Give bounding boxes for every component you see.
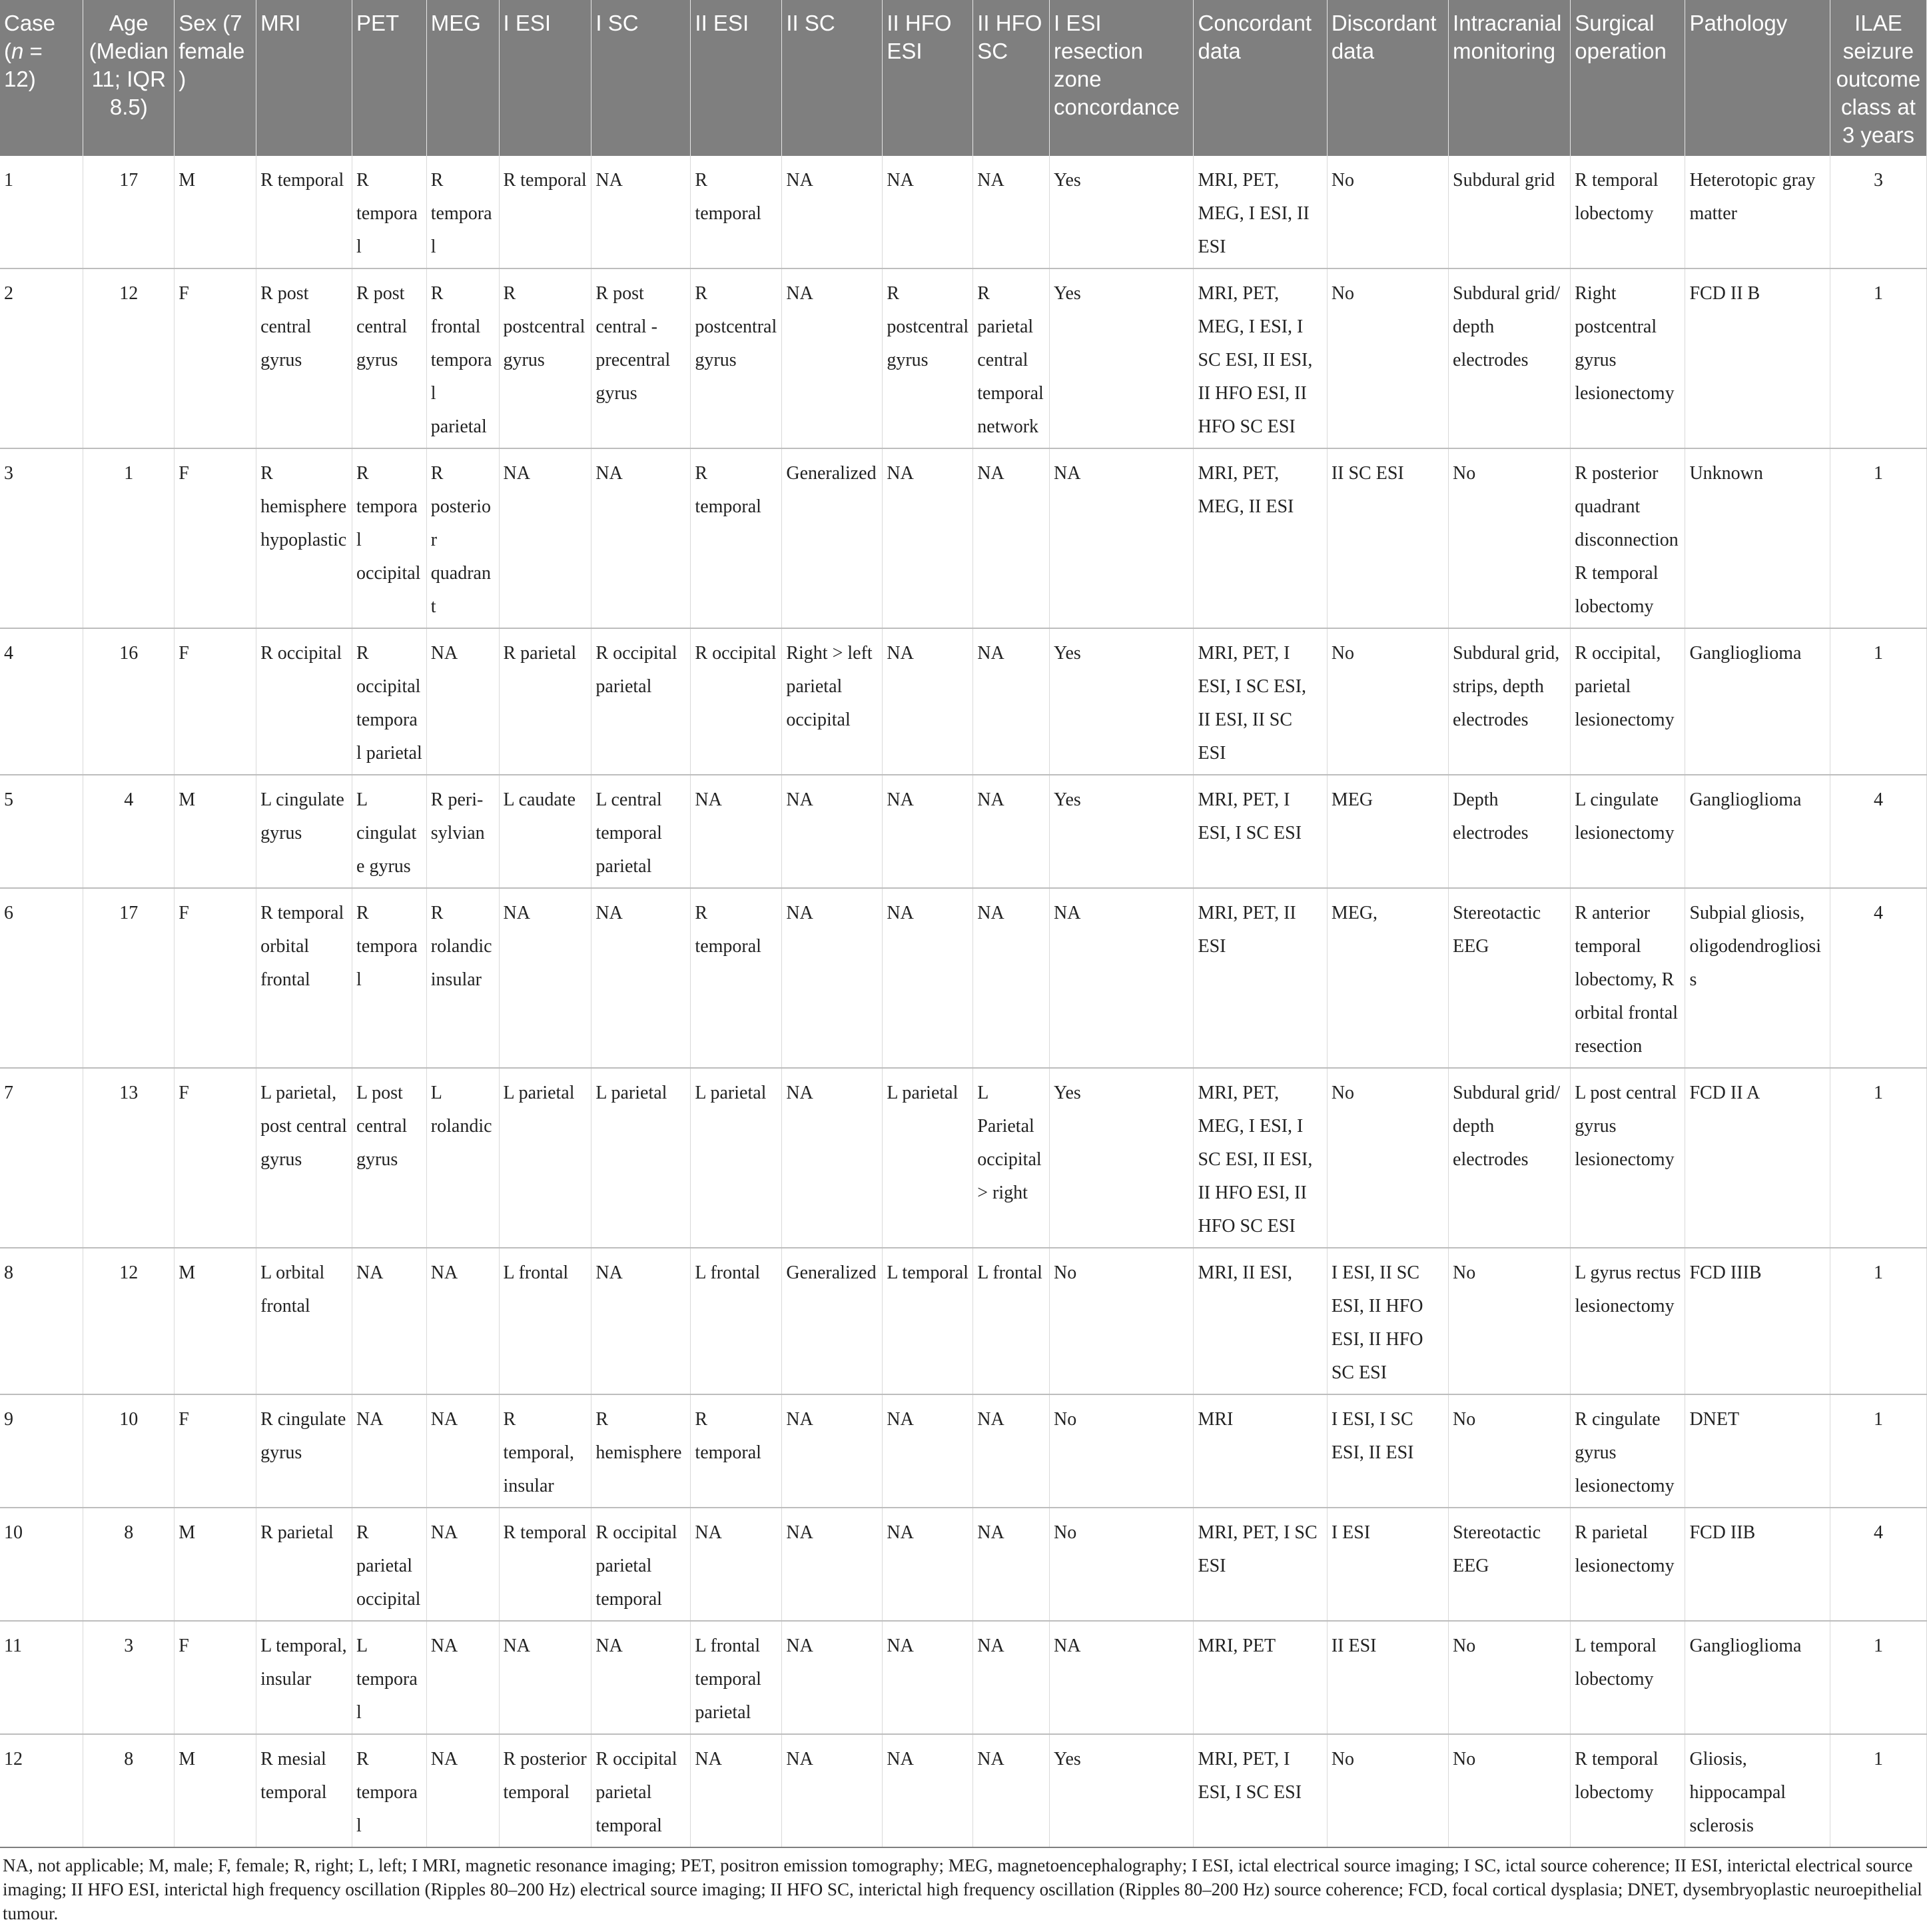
- table-cell: 10: [0, 1508, 83, 1621]
- table-cell: 10: [83, 1394, 175, 1508]
- table-cell: NA: [591, 156, 691, 268]
- table-cell: R temporal: [352, 888, 427, 1068]
- table-cell: F: [175, 1068, 256, 1248]
- table-cell: L frontal: [973, 1248, 1050, 1394]
- table-cell: NA: [782, 888, 883, 1068]
- table-cell: R temporal orbital frontal: [256, 888, 352, 1068]
- table-cell: 17: [83, 156, 175, 268]
- table-cell: 4: [1830, 775, 1926, 888]
- table-row: [0, 888, 1927, 1068]
- table-cell: NA: [691, 1508, 782, 1621]
- table-cell: R temporal: [499, 156, 591, 268]
- table-cell: F: [175, 1621, 256, 1734]
- table-footnote: NA, not applicable; M, male; F, female; R, right; L, left; I MRI, magnetic resonance imaging; PET, positron emission tomography; MEG, magnetoencephalography; I ESI, ictal electrical source imaging; I SC, ictal source coherence; II ESI, interictal electrical source imaging; II HFO ESI, interictal high frequency oscillation (Ripples 80–200 Hz) electrical source imaging; II HFO SC, interictal high frequency oscillation (Ripples 80–200 Hz) source coherence; FCD, focal cortical dysplasia; DNET, dysembryoplastic neuroepithelial tumour.: [3, 1855, 1922, 1923]
- table-cell: 6: [0, 888, 83, 1068]
- table-cell: No: [1449, 448, 1571, 628]
- table-cell: R postcentral gyrus: [883, 268, 973, 448]
- table-cell: MEG,: [1327, 888, 1448, 1068]
- table-row: [0, 448, 1927, 628]
- table-cell: L rolandic: [426, 1068, 499, 1248]
- table-cell: L cingulate gyrus: [256, 775, 352, 888]
- table-row: [0, 1734, 1927, 1847]
- table-cell: NA: [883, 1508, 973, 1621]
- table-cell: R occipital temporal parietal: [352, 628, 427, 775]
- table-row: [0, 1621, 1927, 1734]
- table-cell: 1: [1830, 1621, 1926, 1734]
- table-cell: R cingulate gyrus: [256, 1394, 352, 1508]
- table-cell: L Parietal occipital > right: [973, 1068, 1050, 1248]
- table-cell: NA: [782, 1621, 883, 1734]
- table-cell: NA: [1050, 448, 1194, 628]
- table-cell: NA: [591, 448, 691, 628]
- table-cell: No: [1050, 1248, 1194, 1394]
- header-sex: Sex (7 female): [175, 0, 256, 156]
- table-cell: MRI, II ESI,: [1194, 1248, 1327, 1394]
- header-meg: MEG: [426, 0, 499, 156]
- table-cell: 16: [83, 628, 175, 775]
- table-cell: NA: [782, 1508, 883, 1621]
- table-cell: L orbital frontal: [256, 1248, 352, 1394]
- table-cell: NA: [973, 1621, 1050, 1734]
- table-cell: L frontal temporal parietal: [691, 1621, 782, 1734]
- table-cell: Unknown: [1685, 448, 1830, 628]
- table-cell: NA: [883, 888, 973, 1068]
- table-cell: R postcentral gyrus: [691, 268, 782, 448]
- table-cell: R parietal: [499, 628, 591, 775]
- table-cell: NA: [782, 268, 883, 448]
- header-surgical-operation: Surgical operation: [1571, 0, 1685, 156]
- table-row: [0, 628, 1927, 775]
- table-cell: L temporal lobectomy: [1571, 1621, 1685, 1734]
- table-cell: R occipital parietal temporal: [591, 1734, 691, 1847]
- table-cell: FCD IIIB: [1685, 1248, 1830, 1394]
- table-cell: II ESI: [1327, 1621, 1448, 1734]
- table-cell: NA: [973, 775, 1050, 888]
- table-cell: R occipital parietal: [591, 628, 691, 775]
- table-cell: R parietal: [256, 1508, 352, 1621]
- table-cell: NA: [591, 1248, 691, 1394]
- table-cell: MRI, PET: [1194, 1621, 1327, 1734]
- table-cell: No: [1050, 1394, 1194, 1508]
- table-cell: Right > left parietal occipital: [782, 628, 883, 775]
- table-cell: 3: [83, 1621, 175, 1734]
- table-cell: R occipital: [691, 628, 782, 775]
- table-row: [0, 1248, 1927, 1394]
- table-cell: L cingulate lesionectomy: [1571, 775, 1685, 888]
- table-cell: NA: [883, 628, 973, 775]
- table-cell: Subdural grid, strips, depth electrodes: [1449, 628, 1571, 775]
- header-concordant-data: Concordant data: [1194, 0, 1327, 156]
- table-cell: L parietal: [691, 1068, 782, 1248]
- table-cell: 3: [0, 448, 83, 628]
- table-cell: 12: [0, 1734, 83, 1847]
- table-cell: NA: [426, 1394, 499, 1508]
- table-cell: NA: [691, 775, 782, 888]
- table-cell: Yes: [1050, 775, 1194, 888]
- table-cell: NA: [973, 448, 1050, 628]
- table-cell: R temporal: [499, 1508, 591, 1621]
- table-cell: F: [175, 1394, 256, 1508]
- table-cell: NA: [973, 1394, 1050, 1508]
- table-cell: Stereotactic EEG: [1449, 1508, 1571, 1621]
- table-cell: R temporal: [426, 156, 499, 268]
- table-cell: Depth electrodes: [1449, 775, 1571, 888]
- table-cell: R temporal: [691, 156, 782, 268]
- table-cell: L post central gyrus: [352, 1068, 427, 1248]
- table-cell: MRI: [1194, 1394, 1327, 1508]
- table-cell: No: [1449, 1734, 1571, 1847]
- header-ii-sc: II SC: [782, 0, 883, 156]
- table-cell: NA: [591, 888, 691, 1068]
- header-ii-hfo-sc: II HFO SC: [973, 0, 1050, 156]
- table-cell: L parietal, post central gyrus: [256, 1068, 352, 1248]
- table-cell: 1: [1830, 1248, 1926, 1394]
- table-cell: No: [1327, 268, 1448, 448]
- table-cell: No: [1050, 1508, 1194, 1621]
- table-cell: NA: [426, 628, 499, 775]
- header-pet: PET: [352, 0, 427, 156]
- table-cell: 4: [0, 628, 83, 775]
- table-cell: 1: [0, 156, 83, 268]
- table-cell: R temporal occipital: [352, 448, 427, 628]
- table-cell: 12: [83, 268, 175, 448]
- table-row: [0, 1394, 1927, 1508]
- table-cell: R temporal: [352, 1734, 427, 1847]
- table-cell: NA: [499, 888, 591, 1068]
- table-cell: 4: [1830, 1508, 1926, 1621]
- table-cell: R hemisphere: [591, 1394, 691, 1508]
- table-cell: R temporal: [691, 888, 782, 1068]
- table-cell: MRI, PET, I SC ESI: [1194, 1508, 1327, 1621]
- table-cell: L caudate: [499, 775, 591, 888]
- table-cell: FCD II A: [1685, 1068, 1830, 1248]
- table-row: [0, 775, 1927, 888]
- table-cell: NA: [352, 1394, 427, 1508]
- table-cell: Yes: [1050, 268, 1194, 448]
- table-cell: FCD IIB: [1685, 1508, 1830, 1621]
- table-cell: F: [175, 268, 256, 448]
- header-row: [0, 0, 1927, 156]
- table-cell: R parietal central temporal network: [973, 268, 1050, 448]
- table-cell: NA: [973, 1734, 1050, 1847]
- table-cell: R temporal: [691, 1394, 782, 1508]
- table-cell: No: [1449, 1621, 1571, 1734]
- table-row: [0, 1508, 1927, 1621]
- table-cell: M: [175, 775, 256, 888]
- header-pathology: Pathology: [1685, 0, 1830, 156]
- table-cell: R posterior quadrant: [426, 448, 499, 628]
- table-cell: MRI, PET, II ESI: [1194, 888, 1327, 1068]
- table-cell: 8: [83, 1508, 175, 1621]
- table-cell: Subpial gliosis, oligodendrogliosis: [1685, 888, 1830, 1068]
- table-cell: 13: [83, 1068, 175, 1248]
- table-cell: M: [175, 1734, 256, 1847]
- table-cell: R parietal occipital: [352, 1508, 427, 1621]
- table-cell: 17: [83, 888, 175, 1068]
- table-cell: L parietal: [499, 1068, 591, 1248]
- table-cell: NA: [782, 1394, 883, 1508]
- table-cell: II SC ESI: [1327, 448, 1448, 628]
- table-cell: R posterior quadrant disconnection R temporal lobectomy: [1571, 448, 1685, 628]
- table-cell: No: [1327, 156, 1448, 268]
- table-cell: No: [1327, 1068, 1448, 1248]
- table-cell: R rolandic insular: [426, 888, 499, 1068]
- table-cell: R occipital, parietal lesionectomy: [1571, 628, 1685, 775]
- table-cell: F: [175, 628, 256, 775]
- header-age: Age (Median 11; IQR 8.5): [83, 0, 175, 156]
- header-i-esi: I ESI: [499, 0, 591, 156]
- table-cell: Yes: [1050, 1734, 1194, 1847]
- table-cell: Ganglioglioma: [1685, 1621, 1830, 1734]
- table-cell: M: [175, 1248, 256, 1394]
- table-cell: L gyrus rectus lesionectomy: [1571, 1248, 1685, 1394]
- table-cell: 4: [1830, 888, 1926, 1068]
- table-cell: FCD II B: [1685, 268, 1830, 448]
- table-cell: NA: [782, 775, 883, 888]
- table-cell: L central temporal parietal: [591, 775, 691, 888]
- table-cell: NA: [782, 1068, 883, 1248]
- table-cell: 1: [1830, 1734, 1926, 1847]
- table-cell: R posterior temporal: [499, 1734, 591, 1847]
- table-header: [0, 0, 1927, 156]
- header-discordant-data: Discordant data: [1327, 0, 1448, 156]
- table-cell: I ESI: [1327, 1508, 1448, 1621]
- table-cell: MRI, PET, MEG, I ESI, I SC ESI, II ESI, II HFO ESI, II HFO SC ESI: [1194, 268, 1327, 448]
- table-cell: R peri-sylvian: [426, 775, 499, 888]
- table-cell: I ESI, II SC ESI, II HFO ESI, II HFO SC ESI: [1327, 1248, 1448, 1394]
- header-intracranial-monitoring: Intracranial monitoring: [1449, 0, 1571, 156]
- table-cell: NA: [426, 1734, 499, 1847]
- table-cell: No: [1327, 628, 1448, 775]
- table-cell: R temporal lobectomy: [1571, 1734, 1685, 1847]
- table-cell: 7: [0, 1068, 83, 1248]
- table-cell: Ganglioglioma: [1685, 775, 1830, 888]
- table-row: [0, 268, 1927, 448]
- table-cell: 1: [1830, 1394, 1926, 1508]
- table-cell: NA: [973, 628, 1050, 775]
- header-ii-esi: II ESI: [691, 0, 782, 156]
- table-cell: 2: [0, 268, 83, 448]
- table-cell: R hemisphere hypoplastic: [256, 448, 352, 628]
- table-cell: R temporal lobectomy: [1571, 156, 1685, 268]
- table-cell: MRI, PET, I ESI, I SC ESI, II ESI, II SC ESI: [1194, 628, 1327, 775]
- table-cell: NA: [691, 1734, 782, 1847]
- table-cell: MRI, PET, MEG, I ESI, II ESI: [1194, 156, 1327, 268]
- table-cell: R post central gyrus: [352, 268, 427, 448]
- table-cell: Subdural grid: [1449, 156, 1571, 268]
- table-cell: R anterior temporal lobectomy, R orbital frontal resection: [1571, 888, 1685, 1068]
- table-cell: DNET: [1685, 1394, 1830, 1508]
- table-cell: Stereotactic EEG: [1449, 888, 1571, 1068]
- table-cell: R temporal: [352, 156, 427, 268]
- table-cell: No: [1327, 1734, 1448, 1847]
- table-cell: MRI, PET, I ESI, I SC ESI: [1194, 775, 1327, 888]
- table-cell: R temporal: [256, 156, 352, 268]
- table-cell: NA: [499, 1621, 591, 1734]
- table-cell: R occipital: [256, 628, 352, 775]
- table-cell: NA: [883, 156, 973, 268]
- table-cell: 11: [0, 1621, 83, 1734]
- table-body: [0, 156, 1927, 1847]
- table-cell: Right postcentral gyrus lesionectomy: [1571, 268, 1685, 448]
- table-cell: MRI, PET, MEG, I ESI, I SC ESI, II ESI, II HFO ESI, II HFO SC ESI: [1194, 1068, 1327, 1248]
- table-cell: Subdural grid/ depth electrodes: [1449, 268, 1571, 448]
- table-cell: R parietal lesionectomy: [1571, 1508, 1685, 1621]
- table-cell: NA: [591, 1621, 691, 1734]
- table-cell: L temporal: [883, 1248, 973, 1394]
- table-cell: 1: [1830, 448, 1926, 628]
- table-cell: No: [1449, 1394, 1571, 1508]
- table-cell: R cingulate gyrus lesionectomy: [1571, 1394, 1685, 1508]
- table-cell: NA: [426, 1621, 499, 1734]
- table-cell: Generalized: [782, 1248, 883, 1394]
- table-cell: 1: [1830, 268, 1926, 448]
- table-cell: L parietal: [591, 1068, 691, 1248]
- table-cell: 5: [0, 775, 83, 888]
- table-cell: MEG: [1327, 775, 1448, 888]
- table-cell: NA: [352, 1248, 427, 1394]
- table-cell: R temporal, insular: [499, 1394, 591, 1508]
- table-cell: 1: [1830, 1068, 1926, 1248]
- table-cell: L frontal: [691, 1248, 782, 1394]
- table-cell: Gliosis, hippocampal sclerosis: [1685, 1734, 1830, 1847]
- header-i-sc: I SC: [591, 0, 691, 156]
- table-cell: L frontal: [499, 1248, 591, 1394]
- table-cell: NA: [883, 775, 973, 888]
- header-ii-hfo-esi: II HFO ESI: [883, 0, 973, 156]
- table-cell: Subdural grid/ depth electrodes: [1449, 1068, 1571, 1248]
- table-cell: MRI, PET, I ESI, I SC ESI: [1194, 1734, 1327, 1847]
- table-cell: 8: [83, 1734, 175, 1847]
- table-cell: R post central -precentral gyrus: [591, 268, 691, 448]
- table-row: [0, 1068, 1927, 1248]
- table-cell: Ganglioglioma: [1685, 628, 1830, 775]
- table-cell: M: [175, 1508, 256, 1621]
- table-cell: Yes: [1050, 156, 1194, 268]
- table-cell: No: [1449, 1248, 1571, 1394]
- table-cell: R temporal: [691, 448, 782, 628]
- table-cell: NA: [426, 1248, 499, 1394]
- table-cell: MRI, PET, MEG, II ESI: [1194, 448, 1327, 628]
- table-cell: NA: [883, 1394, 973, 1508]
- table-row: [0, 156, 1927, 268]
- table-cell: L temporal, insular: [256, 1621, 352, 1734]
- table-cell: 1: [83, 448, 175, 628]
- table-cell: NA: [499, 448, 591, 628]
- table-cell: Generalized: [782, 448, 883, 628]
- table-cell: 12: [83, 1248, 175, 1394]
- table-cell: L post central gyrus lesionectomy: [1571, 1068, 1685, 1248]
- table-cell: L parietal: [883, 1068, 973, 1248]
- table-cell: 1: [1830, 628, 1926, 775]
- table-cell: Yes: [1050, 628, 1194, 775]
- table-cell: NA: [883, 1621, 973, 1734]
- table-cell: 9: [0, 1394, 83, 1508]
- table-cell: I ESI, I SC ESI, II ESI: [1327, 1394, 1448, 1508]
- table-cell: NA: [883, 1734, 973, 1847]
- table-cell: M: [175, 156, 256, 268]
- table-cell: Heterotopic gray matter: [1685, 156, 1830, 268]
- table-cell: R post central gyrus: [256, 268, 352, 448]
- table-cell: NA: [883, 448, 973, 628]
- table-cell: R frontal temporal parietal: [426, 268, 499, 448]
- table-cell: L temporal: [352, 1621, 427, 1734]
- table-cell: NA: [973, 888, 1050, 1068]
- table-cell: Yes: [1050, 1068, 1194, 1248]
- table-cell: 4: [83, 775, 175, 888]
- table-cell: R occipital parietal temporal: [591, 1508, 691, 1621]
- table-cell: NA: [1050, 1621, 1194, 1734]
- table-cell: 8: [0, 1248, 83, 1394]
- table-cell: 3: [1830, 156, 1926, 268]
- table-cell: NA: [1050, 888, 1194, 1068]
- table-cell: F: [175, 448, 256, 628]
- table-cell: NA: [973, 1508, 1050, 1621]
- table-cell: F: [175, 888, 256, 1068]
- table-cell: R mesial temporal: [256, 1734, 352, 1847]
- table-cell: L cingulate gyrus: [352, 775, 427, 888]
- table-cell: NA: [973, 156, 1050, 268]
- table-cell: NA: [426, 1508, 499, 1621]
- header-mri: MRI: [256, 0, 352, 156]
- header-ilae-outcome: ILAE seizure outcome class at 3 years: [1830, 0, 1926, 156]
- table-cell: NA: [782, 1734, 883, 1847]
- header-resection-concordance: I ESI resection zone concordance: [1050, 0, 1194, 156]
- table-cell: NA: [782, 156, 883, 268]
- header-case: Case (n = 12): [0, 0, 83, 156]
- table-cell: R postcentral gyrus: [499, 268, 591, 448]
